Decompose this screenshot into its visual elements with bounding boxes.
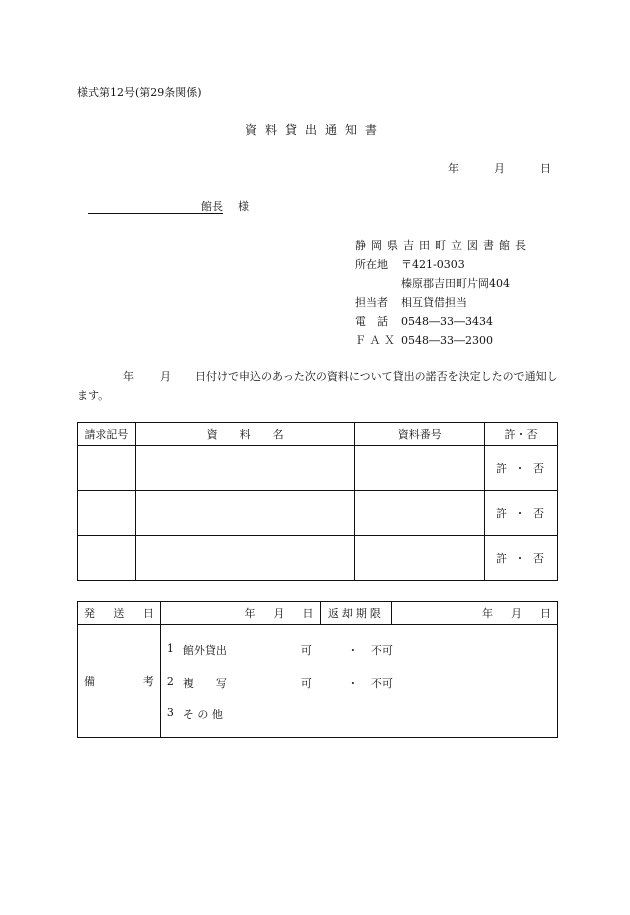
remarks-label: 備 考 [78,625,161,738]
header-call-number: 請求記号 [78,423,136,446]
address-label: 所在地 [355,258,388,271]
materials-table [77,422,558,581]
remark-item-lending[interactable]: 1 館外貸出 可 ・ 不可 [166,642,393,657]
call-number-cell[interactable] [78,491,136,536]
fax: 0548―33―2300 [401,334,493,347]
address: 榛原郡吉田町片岡404 [401,277,510,290]
addressee-blank-line[interactable] [88,200,201,214]
body-year: 年 [123,370,134,383]
header-material-name: 資 料 名 [135,423,355,446]
issue-date [448,160,551,176]
staff: 相互貸借担当 [401,296,467,309]
material-number-cell[interactable] [355,491,485,536]
call-number-cell[interactable] [78,536,136,581]
staff-label: 担当者 [355,296,388,309]
body-sentence: 日付けで申込のあった次の資料について貸出の諾否を決定したので通知します。 [77,370,558,402]
body-month: 月 [160,370,171,383]
send-date-label: 発 送 日 [78,602,161,625]
date-day: 日 [540,162,551,175]
return-deadline-label: 返却期限 [320,602,392,625]
remark-item-other[interactable]: 3 そ の 他 [166,706,223,721]
table-header-row [78,423,558,446]
shipping-table [77,601,558,738]
addressee-sama: 様 [238,200,249,213]
addressee [88,198,249,214]
header-material-number: 資料番号 [355,423,485,446]
sender-org: 静岡県吉田町立図書館長 [355,239,531,252]
addressee-kancho: 館長 [201,200,223,213]
body-text [77,367,559,405]
material-name-cell[interactable] [135,536,355,581]
return-deadline-value[interactable]: 年 月 日 [392,602,558,625]
approval-cell[interactable]: 許 ・ 否 [485,446,558,491]
table-row [78,536,558,581]
document-title: 資料貸出通知書 [244,123,385,137]
call-number-cell[interactable] [78,446,136,491]
tel-label: 電 話 [355,315,388,328]
material-number-cell[interactable] [355,536,485,581]
date-month: 月 [494,162,505,175]
approval-cell[interactable]: 許 ・ 否 [485,491,558,536]
remark-item-copy[interactable]: 2 複 写 可 ・ 不可 [166,675,393,690]
table-row [78,446,558,491]
remarks-content [160,625,557,738]
shipping-row [78,602,558,625]
material-number-cell[interactable] [355,446,485,491]
material-name-cell[interactable] [135,491,355,536]
header-approval: 許・否 [485,423,558,446]
material-name-cell[interactable] [135,446,355,491]
sender-block [355,236,531,350]
postal-code: 〒421-0303 [401,258,465,271]
form-number: 様式第12号(第29条関係) [77,86,202,99]
table-row [78,491,558,536]
approval-cell[interactable]: 許 ・ 否 [485,536,558,581]
send-date-value[interactable]: 年 月 日 [160,602,320,625]
date-year: 年 [448,162,459,175]
remarks-row [78,625,558,738]
tel: 0548―33―3434 [401,315,493,328]
fax-label: Ｆ Ａ Ｘ [355,334,395,347]
